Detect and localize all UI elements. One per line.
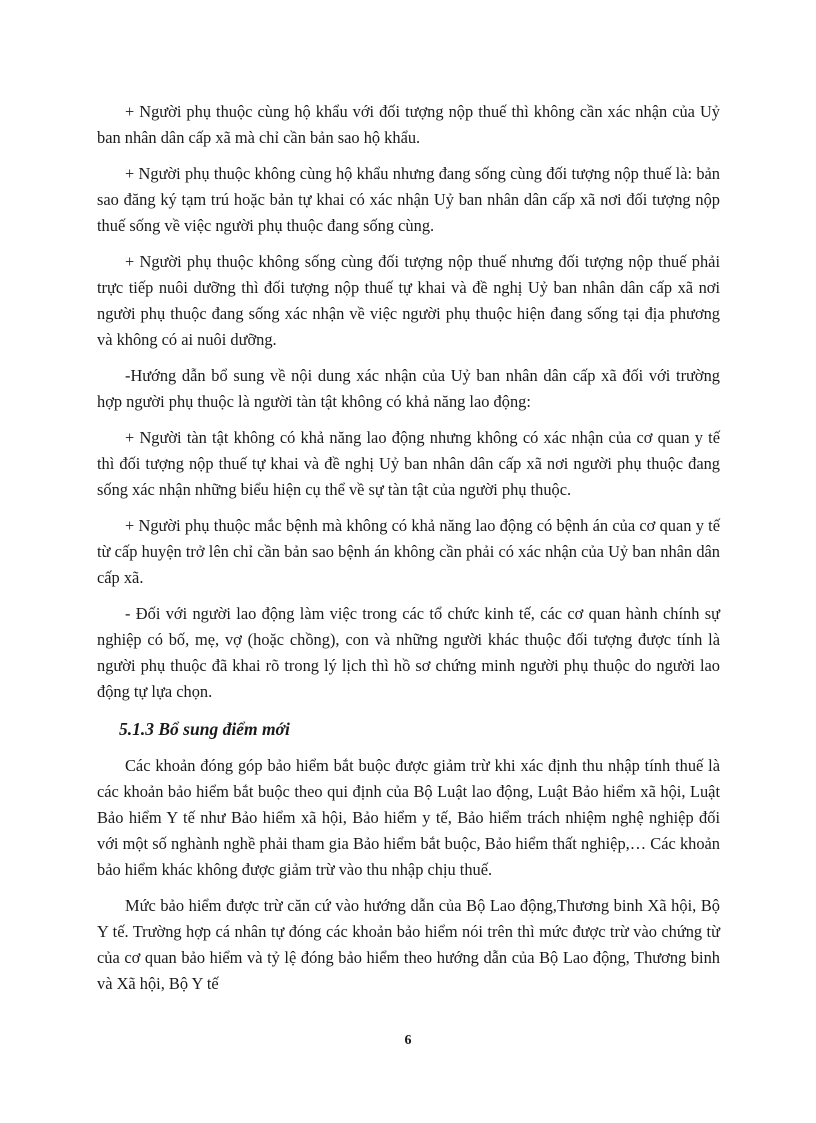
paragraph-mandatory-insurance: Các khoản đóng góp bảo hiểm bắt buộc được giảm trừ khi xác định thu nhập tính thuế là các khoản bảo hiểm bắt buộc theo qui định của Bộ Luật lao động, Luật Bảo hiểm xã hội, Luật Bảo hiểm Y tế như Bảo hiểm xã hội, Bảo hiểm y tế, Bảo hiểm trách nhiệm nghệ nghiệp đối với một số nghành nghề phải tham gia Bảo hiểm bắt buộc, Bảo hiểm thất nghiệp,… Các khoản bảo hiểm khác không được giảm trừ vào thu nhập chịu thuế. <box>97 756 720 879</box>
paragraph-dependent-living-together: + Người phụ thuộc không cùng hộ khẩu nhưng đang sống cùng đối tượng nộp thuế là: bản sao đăng ký tạm trú hoặc bản tự khai có xác nhận Uỷ ban nhân dân cấp xã nơi đối tượng nộp thuế sống về việc người phụ thuộc đang sống cùng. <box>97 164 720 235</box>
paragraph-insurance-deduction-level: Mức bảo hiểm được trừ căn cứ vào hướng dẫn của Bộ Lao động,Thương binh Xã hội, Bộ Y tế. Trường hợp cá nhân tự đóng các khoản bảo hiểm nói trên thì mức được trừ vào chứng từ của cơ quan bảo hiểm và tỷ lệ đóng bảo hiểm theo hướng dẫn của Bộ Lao động, Thương binh và Xã hội, Bộ Y tế <box>97 896 720 993</box>
paragraph-workers-in-organizations: - Đối với người lao động làm việc trong các tổ chức kinh tế, các cơ quan hành chính sự nghiệp có bố, mẹ, vợ (hoặc chồng), con và những người khác thuộc đối tượng được tính là người phụ thuộc đã khai rõ trong lý lịch thì hồ sơ chứng minh người phụ thuộc do người lao động tự lựa chọn. <box>97 604 720 701</box>
paragraph-medical-record: + Người phụ thuộc mắc bệnh mà không có khả năng lao động có bệnh án của cơ quan y tế từ cấp huyện trở lên chỉ cần bản sao bệnh án không cần phải có xác nhận của Uỷ ban nhân dân cấp xã. <box>97 516 720 587</box>
paragraph-disabled-guidance: -Hướng dẫn bổ sung về nội dung xác nhận của Uỷ ban nhân dân cấp xã đối với trường hợp người phụ thuộc là người tàn tật không có khả năng lao động: <box>97 366 720 411</box>
page-body <box>97 99 720 1007</box>
section-heading: 5.1.3 Bổ sung điểm mới <box>119 719 290 739</box>
paragraph-dependent-same-household: + Người phụ thuộc cùng hộ khẩu với đối tượng nộp thuế thì không cần xác nhận của Uỷ ban nhân dân cấp xã mà chỉ cần bản sao hộ khẩu. <box>97 102 720 147</box>
paragraph-disabled-no-medical-confirmation: + Người tàn tật không có khả năng lao động nhưng không có xác nhận của cơ quan y tế thì đối tượng nộp thuế tự khai và đề nghị Uỷ ban nhân dân cấp xã nơi người phụ thuộc đang sống xác nhận những biểu hiện cụ thể về sự tàn tật của người phụ thuộc. <box>97 428 720 499</box>
page-number: 6 <box>404 1033 412 1048</box>
paragraph-dependent-not-living-together: + Người phụ thuộc không sống cùng đối tượng nộp thuế nhưng đối tượng nộp thuế phải trực tiếp nuôi dưỡng thì đối tượng nộp thuế tự khai và đề nghị Uỷ ban nhân dân cấp xã nơi người phụ thuộc đang sống xác nhận về việc người phụ thuộc hiện đang sống tại địa phương và không có ai nuôi dưỡng. <box>97 252 720 349</box>
